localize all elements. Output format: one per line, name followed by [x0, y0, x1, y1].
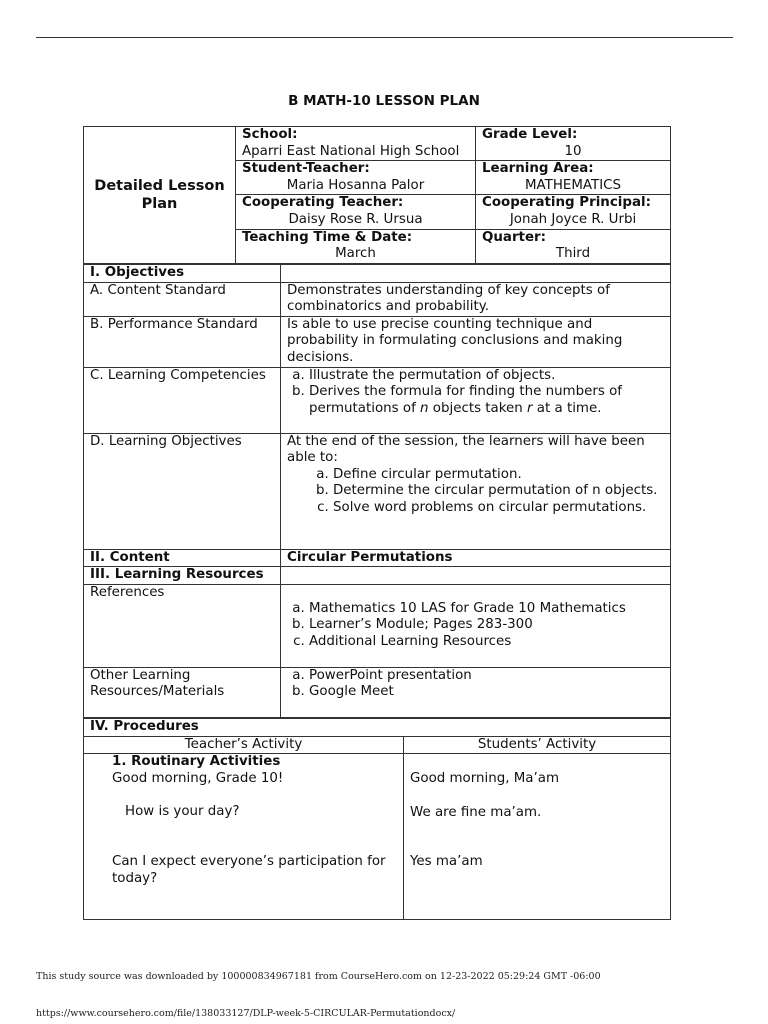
- routinary-heading: 1. Routinary Activities: [112, 754, 281, 770]
- coop-principal-value: Jonah Joyce R. Urbi: [509, 211, 637, 227]
- students-activity-cell: [404, 754, 671, 920]
- school-label: School:: [242, 127, 298, 142]
- references-list: [287, 601, 664, 651]
- competencies-label: C. Learning Competencies: [90, 367, 266, 383]
- learning-objective-item: c. Solve word problems on circular permutations.: [333, 500, 664, 517]
- other-resource-item: a. PowerPoint presentation: [309, 668, 664, 685]
- student-line: Good morning, Ma’am: [410, 771, 559, 787]
- grade-label: Grade Level:: [482, 127, 578, 142]
- student-teacher-value: Maria Hosanna Palor: [286, 177, 425, 193]
- other-resources-cell: [281, 667, 671, 717]
- learning-area-label: Learning Area:: [482, 161, 594, 177]
- competency-a: a. Illustrate the permutation of objects.: [309, 368, 664, 385]
- students-activity-header: Students’ Activity: [404, 736, 671, 754]
- content-standard-label: A. Content Standard: [84, 282, 281, 316]
- reference-item: c. Additional Learning Resources: [309, 634, 664, 651]
- other-resources-list: [287, 668, 664, 701]
- competency-b-post: at a time.: [532, 400, 602, 416]
- procedures-table: [83, 718, 671, 920]
- references-label: References: [84, 584, 281, 667]
- resources-heading: III. Learning Resources: [84, 567, 281, 585]
- teacher-line: Good morning, Grade 10!: [112, 770, 284, 786]
- grade-value: 10: [564, 143, 582, 159]
- source-url[interactable]: https://www.coursehero.com/file/138033127/DLP-week-5-CIRCULAR-Permutationdocx/: [36, 1008, 456, 1019]
- coop-teacher-value: Daisy Rose R. Ursua: [288, 211, 423, 227]
- time-date-label: Teaching Time & Date:: [242, 229, 413, 245]
- content-standard-value: Demonstrates understanding of key concepts of combinatorics and probability.: [281, 282, 671, 316]
- learning-objectives-list: [287, 467, 664, 517]
- learning-objective-item: b. Determine the circular permutation of n objects.: [333, 483, 664, 500]
- time-date-value: March: [335, 246, 376, 262]
- coop-principal-cell: [476, 195, 671, 229]
- header-table: [83, 126, 671, 264]
- reference-item: b. Learner’s Module; Pages 283-300: [309, 617, 664, 634]
- references-gap: [287, 585, 664, 601]
- learning-area-value: MATHEMATICS: [524, 177, 622, 193]
- content-value: Circular Permutations: [281, 549, 671, 567]
- competency-b-r: r: [527, 400, 533, 416]
- learning-objectives-cell: [281, 433, 671, 549]
- objectives-heading-blank: [281, 265, 671, 283]
- teacher-line: How is your day?: [125, 804, 240, 820]
- competency-b-text: Derives the formula for finding the numbers of permutations of: [309, 384, 622, 416]
- student-line: We are fine ma’am.: [410, 804, 542, 820]
- quarter-value: Third: [555, 246, 591, 262]
- content-heading: II. Content: [84, 549, 281, 567]
- objectives-heading: I. Objectives: [84, 265, 281, 283]
- resources-heading-blank: [281, 567, 671, 585]
- coop-teacher-cell: [236, 195, 476, 229]
- other-resource-item: b. Google Meet: [309, 684, 664, 701]
- time-date-cell: [236, 229, 476, 263]
- other-resources-label: Other Learning Resources/Materials: [84, 667, 281, 717]
- competency-b: [309, 384, 664, 417]
- quarter-cell: [476, 229, 671, 263]
- learning-objectives-label: D. Learning Objectives: [84, 433, 281, 549]
- performance-standard-label: B. Performance Standard: [84, 316, 281, 367]
- competencies-cell: [281, 367, 671, 433]
- procedures-heading: IV. Procedures: [84, 719, 671, 737]
- competency-b-n: n: [420, 400, 429, 416]
- competency-b-mid: objects taken: [428, 400, 528, 416]
- performance-standard-value: Is able to use precise counting technique and probability in formulating conclusions and making decisions.: [281, 316, 671, 367]
- references-cell: [281, 584, 671, 667]
- quarter-label: Quarter:: [482, 229, 546, 245]
- teacher-activity-cell: [84, 754, 404, 920]
- student-teacher-label: Student-Teacher:: [242, 161, 370, 177]
- download-note: This study source was downloaded by 100000834967181 from CourseHero.com on 12-23-2022 05:29:24 GMT -06:00: [36, 971, 601, 982]
- top-rule: [36, 37, 733, 38]
- teacher-line: Can I expect everyone’s participation for today?: [112, 853, 386, 886]
- coop-teacher-label: Cooperating Teacher:: [242, 195, 404, 211]
- school-cell: [236, 127, 476, 161]
- learning-area-cell: [476, 161, 671, 195]
- teacher-activity-header: Teacher’s Activity: [84, 736, 404, 754]
- reference-item: a. Mathematics 10 LAS for Grade 10 Mathematics: [309, 601, 664, 618]
- coop-principal-label: Cooperating Principal:: [482, 195, 651, 211]
- student-teacher-cell: [236, 161, 476, 195]
- learning-objective-item: a. Define circular permutation.: [333, 467, 664, 484]
- competencies-list: [287, 368, 664, 418]
- document-title: B MATH-10 LESSON PLAN: [288, 93, 480, 109]
- student-line: Yes ma’am: [410, 854, 483, 870]
- objectives-table: [83, 264, 671, 718]
- grade-cell: [476, 127, 671, 161]
- learning-objectives-intro: At the end of the session, the learners will have been able to:: [287, 433, 645, 466]
- plan-label: Detailed Lesson Plan: [84, 127, 236, 264]
- school-value: Aparri East National High School: [242, 143, 460, 159]
- competencies-label-cell: [84, 367, 281, 433]
